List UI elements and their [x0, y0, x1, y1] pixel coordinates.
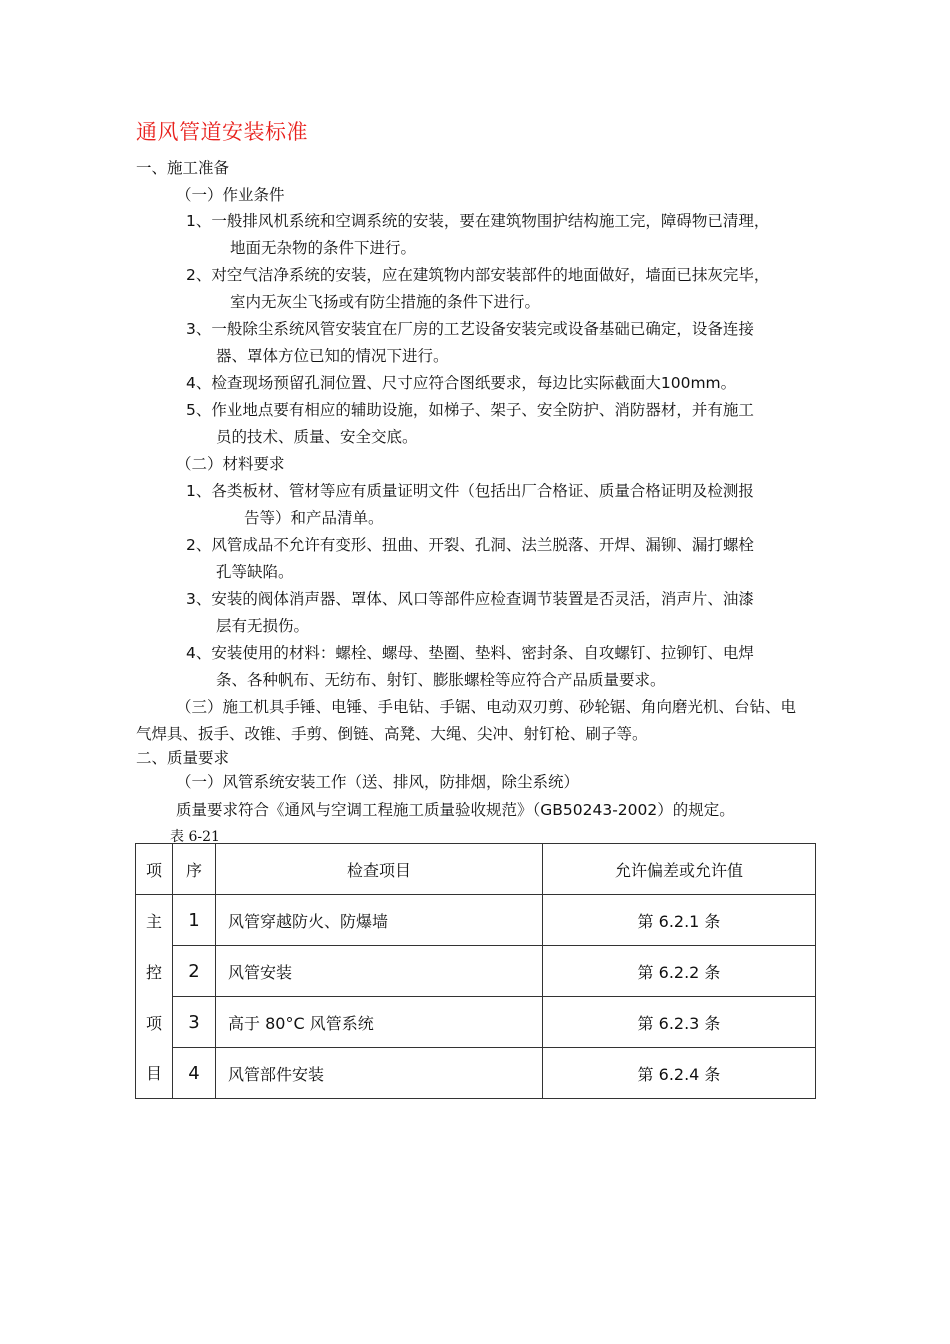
list-item: 4、安装使用的材料：螺栓、螺母、垫圈、垫料、密封条、自攻螺钉、拉铆钉、电焊 — [186, 644, 754, 662]
table-row — [136, 946, 816, 997]
group-label-char: 控 — [136, 946, 173, 997]
check-item: 风管安装 — [216, 946, 543, 997]
list-item: 1、一般排风机系统和空调系统的安装，要在建筑物围护结构施工完，障碍物已清理， — [186, 212, 770, 230]
subsection-1-3-text: （三）施工机具手锤、电锤、手电钻、手锯、电动双刃剪、砂轮锯、角向磨光机、台钻、电 — [176, 698, 797, 716]
table-row — [136, 1048, 816, 1099]
check-item: 风管穿越防火、防爆墙 — [216, 895, 543, 946]
group-label-char: 目 — [136, 1048, 173, 1099]
allowed-value: 第 6.2.2 条 — [543, 946, 816, 997]
list-item-continuation: 告等）和产品清单。 — [244, 509, 384, 527]
check-item: 高于 80°C 风管系统 — [216, 997, 543, 1048]
document-title: 通风管道安装标准 — [136, 120, 308, 144]
list-item: 2、对空气洁净系统的安装，应在建筑物内部安装部件的地面做好，墙面已抹灰完毕， — [186, 266, 770, 284]
header-cell: 允许偏差或允许值 — [543, 844, 816, 895]
group-label-char: 主 — [136, 895, 173, 946]
row-number: 3 — [173, 997, 216, 1048]
allowed-value: 第 6.2.4 条 — [543, 1048, 816, 1099]
list-item: 4、检查现场预留孔洞位置、尺寸应符合图纸要求，每边比实际截面大100mm。 — [186, 374, 737, 392]
standard-note: 质量要求符合《通风与空调工程施工质量验收规范》（GB50243-2002）的规定。 — [176, 801, 735, 819]
subsection-2-1-heading: （一）风管系统安装工作（送、排风，防排烟，除尘系统） — [176, 773, 580, 791]
list-item-continuation: 条、各种帆布、无纺布、射钉、膨胀螺栓等应符合产品质量要求。 — [216, 671, 666, 689]
list-item-continuation: 器、罩体方位已知的情况下进行。 — [216, 347, 449, 365]
header-cell: 检查项目 — [216, 844, 543, 895]
subsection-1-1-heading: （一）作业条件 — [176, 186, 285, 204]
table-row — [136, 895, 816, 946]
list-item-continuation: 层有无损伤。 — [216, 617, 310, 635]
allowed-value: 第 6.2.1 条 — [543, 895, 816, 946]
inspection-table — [135, 843, 816, 1099]
list-item: 1、各类板材、管材等应有质量证明文件（包括出厂合格证、质量合格证明及检测报 — [186, 482, 754, 500]
list-item: 5、作业地点要有相应的辅助设施，如梯子、架子、安全防护、消防器材，并有施工 — [186, 401, 754, 419]
list-item-continuation: 孔等缺陷。 — [216, 563, 294, 581]
section-1-heading: 一、施工准备 — [136, 159, 230, 177]
header-cell: 项 — [136, 844, 173, 895]
allowed-value: 第 6.2.3 条 — [543, 997, 816, 1048]
header-cell: 序 — [173, 844, 216, 895]
table-row — [136, 997, 816, 1048]
table-header-row — [136, 844, 816, 895]
list-item: 3、一般除尘系统风管安装宜在厂房的工艺设备安装完或设备基础已确定，设备连接 — [186, 320, 754, 338]
list-item: 3、安装的阀体消声器、罩体、风口等部件应检查调节装置是否灵活，消声片、油漆 — [186, 590, 754, 608]
list-item-continuation: 地面无杂物的条件下进行。 — [230, 239, 417, 257]
row-number: 4 — [173, 1048, 216, 1099]
list-item-continuation: 员的技术、质量、安全交底。 — [216, 428, 418, 446]
check-item: 风管部件安装 — [216, 1048, 543, 1099]
group-label-char: 项 — [136, 997, 173, 1048]
row-number: 2 — [173, 946, 216, 997]
list-item: 2、风管成品不允许有变形、扭曲、开裂、孔洞、法兰脱落、开焊、漏铆、漏打螺栓 — [186, 536, 754, 554]
subsection-1-3-continuation: 气焊具、扳手、改锥、手剪、倒链、高凳、大绳、尖冲、射钉枪、刷子等。 — [136, 725, 648, 743]
row-number: 1 — [173, 895, 216, 946]
table-label: 表 6-21 — [170, 829, 220, 845]
section-2-heading: 二、质量要求 — [136, 749, 230, 767]
list-item-continuation: 室内无灰尘飞扬或有防尘措施的条件下进行。 — [230, 293, 541, 311]
subsection-1-2-heading: （二）材料要求 — [176, 455, 285, 473]
